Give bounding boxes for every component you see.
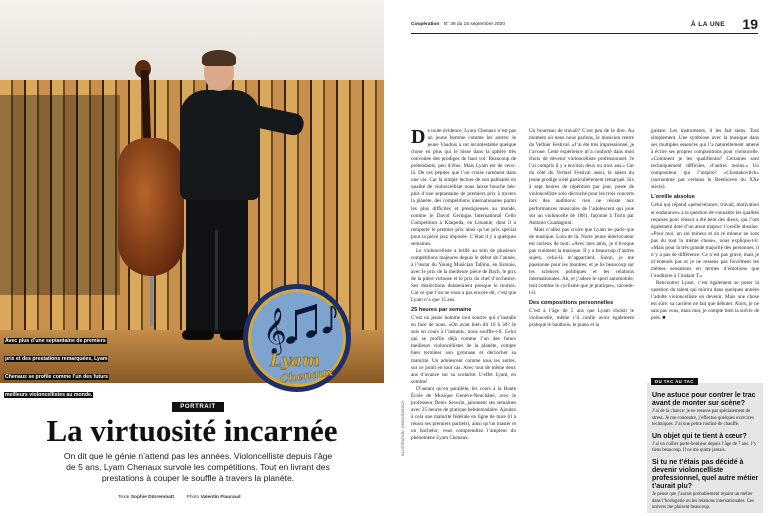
col2-para-2: Mais n’allez pas croire que Lyam ne parle que de musique. Loin de là. Notre jeune interlocuteur est curieux de tout: «Avec mes amis, je n’évoque pas vraiment la musique. Il y a beaucoup d’autres sujets, celui-là m’appartient. Sinon, je me passionne pour les montres, et je lis beaucoup sur les sciences politiques et les relations internationales. Ah, et j’adore le sport automobile, tout comme le cyclisme que je pratique», raconte-t-il. [529, 226, 634, 297]
photo-shadow [0, 95, 120, 295]
col1-subhead: 25 heures par semaine [411, 307, 472, 314]
article-column-1 [411, 128, 516, 442]
dropcap: D [411, 126, 426, 148]
sidebar-answer-2: J’ai un collier porte-bonheur depuis l’âge de 7 ans. J’y tiens beaucoup. Il ne me quitte jamais. [652, 441, 757, 454]
headline: La virtuosité incarnée [46, 413, 338, 448]
cello-endpin [150, 276, 153, 326]
article-column-3 [651, 128, 759, 322]
photo-caption-text: Avec plus d’une septantaine de premiers prix et des prestations remarquées, Lyam Chenaux se profile comme l’un des futurs meilleurs violoncellistes au monde. [5, 338, 109, 398]
photo-caption [4, 329, 116, 401]
credit-text-label: Texte [118, 495, 130, 500]
sidebar-question-1: Une astuce pour contrer le trac avant de monter sur scène? [652, 392, 756, 408]
left-page [0, 0, 384, 513]
section-label: À LA UNE [690, 21, 725, 28]
logo-name-line-2: Chenaux [279, 365, 334, 386]
col1-para-3: C’est un jeune homme tout sourire qui s’installe en face de nous. «On avait bien dit 16 h 30? Je suis en cours à l’instant», nous souffle-t-il. Celui qui se profile déjà comme l’un des futurs meilleurs violoncellistes de la planète, compte bien terminer son gymnase et décrocher sa maturité. Un adolescent comme tous les autres, sur ce point en tout cas. Avec tout de même deux ans d’avance sur sa scolarité. L’effet Lyam, en somme! [411, 315, 516, 385]
article-column-2 [529, 128, 634, 329]
sidebar-tag: DU TAC AU TAC [651, 378, 698, 385]
person-leg-gap [215, 230, 218, 330]
right-page [384, 0, 768, 513]
col1-para-1: De toute évidence, Lyam Chenaux n’est pas un jeune homme comme les autres: le jeune Vaudois a cet incontestable quelque chose en plus qui le hisse dans la sphère très convoitée des prodiges de haut vol. Beaucoup de prétendants, peu d’élus. Mais Lyam est de ceux-là. De ces pépites que l’on croise rarement dans une vie. Car la simple lecture de son palmarès en qualité de violoncelliste nous laisse bouche bée: plus d’une septantaine de premiers prix à travers la planète, des compétitions internationales parmi les plus difficiles et prestigieuses au monde, comme le David Geringas International Cello Competition à Klaipeda, en Lituanie, dont il a remporté le premier prix ainsi qu’un prix spécial pour la pièce jazz imposée. C’était il y a quelques semaines. [411, 126, 516, 247]
illustration-credit: ILLUSTRATION: JOANA BOESCH [401, 400, 405, 456]
sidebar-answer-3: Je pense que j’aurais probablement rejoint un métier dans l’horlogerie ou les relations internationales. Ces univers me plaisent beaucoup. [652, 492, 754, 511]
page-number: 19 [742, 16, 758, 32]
sidebar-question-2: Un objet qui te tient à cœur? [652, 432, 747, 440]
sidebar-answer-1: J’ai de la chance: je ne ressens pas spécialement de stress. Je me concentre, j’effectue quelques exercices techniques. J’ai une petite routine de chauffe. [652, 409, 754, 428]
person-shoe-left [182, 330, 214, 340]
cello-body [118, 138, 184, 276]
col1-para-4: D’autant qu’en parallèle, les cours à la Haute École de Musique Genève-Neuchâtel, avec le professeur Denis Severin, jalonnent ses semaines avec 25 heures de pratique hebdomadaire. Ajoutez à cela une maturité fédérale en ligne de mire (il a réussi ses premiers partiels), ainsi qu’un master et un bachelor, vous comprendrez l’ampleur du phénomène Lyam Chenaux. [411, 385, 516, 442]
credit-text-author: Sophie Dürrenmatt [130, 495, 174, 500]
col3-para-3: Rencontrer Lyam, c’est également se poser la question du talent qui mûrira dans quelques années l’adulte violoncelliste en devenir. Mais une chose est sûre: sa carrière ne fait que débuter. Alors, je ne sais pas vous, mais moi, je compte bien la suivre de près. ■ [651, 279, 759, 322]
sidebar-question-3: Si tu ne t’étais pas décidé à devenir violoncelliste professionnel, quel autre métier t’aurait plu? [652, 458, 759, 491]
rubric-label: PORTRAIT [172, 402, 224, 412]
col3-subhead: L’oreille absolue [651, 194, 695, 201]
person-hair [202, 50, 236, 66]
logo-name-line-1: Lyam [269, 351, 321, 371]
col2-subhead: Des compositions personnelles [529, 300, 614, 307]
col2-para-1: Un bourreau de travail? C’est peu de le dire. Au moment où nous nous parlons, le musicien rentre du Verbier Festival. «J’ai été très impressionné, je l’avoue. Cette expérience m’a conforté dans mon choix de devenir violoncelliste professionnel. Je l’ai compris il y a environ deux ou trois ans.» Car du côté du Verbier Festival aussi, le talent du jeune prodige a été particulièrement remarqué. Six à sept heures de répétition par jour, poste de violoncelliste solo décroché pour les trois concerts lors des auditions: rien ne résiste aux performances musicales de l’adolescent qui joue sur un violoncelle de 1881, façonné à Turin par Antonio Guadagnini. [529, 128, 635, 226]
col2-para-3: C’est à l’âge de 5 ans que Lyam choisit le violoncelle, même s’il confie avoir également pratiqué le hautbois, le piano et la [529, 308, 634, 329]
top-rule [411, 33, 758, 34]
col1-para-2: Le violoncelliste a brillé au sein de plusieurs compétitions majeures depuis le début de l’année, à l’instar du Young Musician Tallinn, en Estonie, avec le prix de la meilleure pièce de Bach, le prix de la pièce virtuose et le prix du chef d’orchestre. Ses distinctions donneraient presque le tournis. Car ce que l’on ne vous a pas encore dit, c’est que Lyam n’a que 15 ans. [411, 247, 516, 304]
col3-para-2: Celui qui répond «persévérance, travail, motivation et endurance» à la question de connaître les qualités requises pour réussir a été béni des dieux, qui l’ont également doté d’un atout majeur: l’oreille absolue. «Pour moi, un sol mineur et un ré mineur ne sont pas du tout la même chose», nous explique-t-il. «Mais pour la très grande majorité des personnes, il n’y a pas de différence. Ce n’est pas grave, mais je m’entends pas et je ne ressens pas forcément les mêmes sensations en termes d’émotions que l’auditoire à l’instant T.» [651, 202, 759, 279]
qa-sidebar [647, 379, 763, 513]
credit-photo-author: Valentin Flauraud [200, 495, 241, 500]
issue-info: N° 38 du 15 septembre 2020 [443, 22, 505, 27]
svg-text:𝄞: 𝄞 [263, 308, 287, 354]
photo-wall [0, 0, 384, 80]
credits [118, 495, 241, 500]
col3-para-1: guitare. Les instruments, il les fait siens. Tout simplement. Une symbiose avec la musique dans ses multiples essences qui l’a naturellement amené à écrire ses propres compositions pour violoncelle. «Comment je les qualifierais? Certaines sont techniquement difficiles, d’autres moins.» Un compositeur qui l’inspire? «Chostakovitch» (surnommé par certains le Beethoven du XXe siècle). [651, 128, 759, 191]
publication-name: Coopération [411, 22, 440, 27]
folio [411, 22, 505, 27]
lyam-chenaux-logo [241, 282, 353, 394]
dek-intro: On dit que le génie n’attend pas les années. Violoncelliste depuis l’âge de 5 ans, Lyam Chenaux survole les compétitions. Tout en livrant des prestations à couper le souffle à travers la planète. [63, 451, 333, 483]
credit-photo-label: Photo [186, 495, 200, 500]
